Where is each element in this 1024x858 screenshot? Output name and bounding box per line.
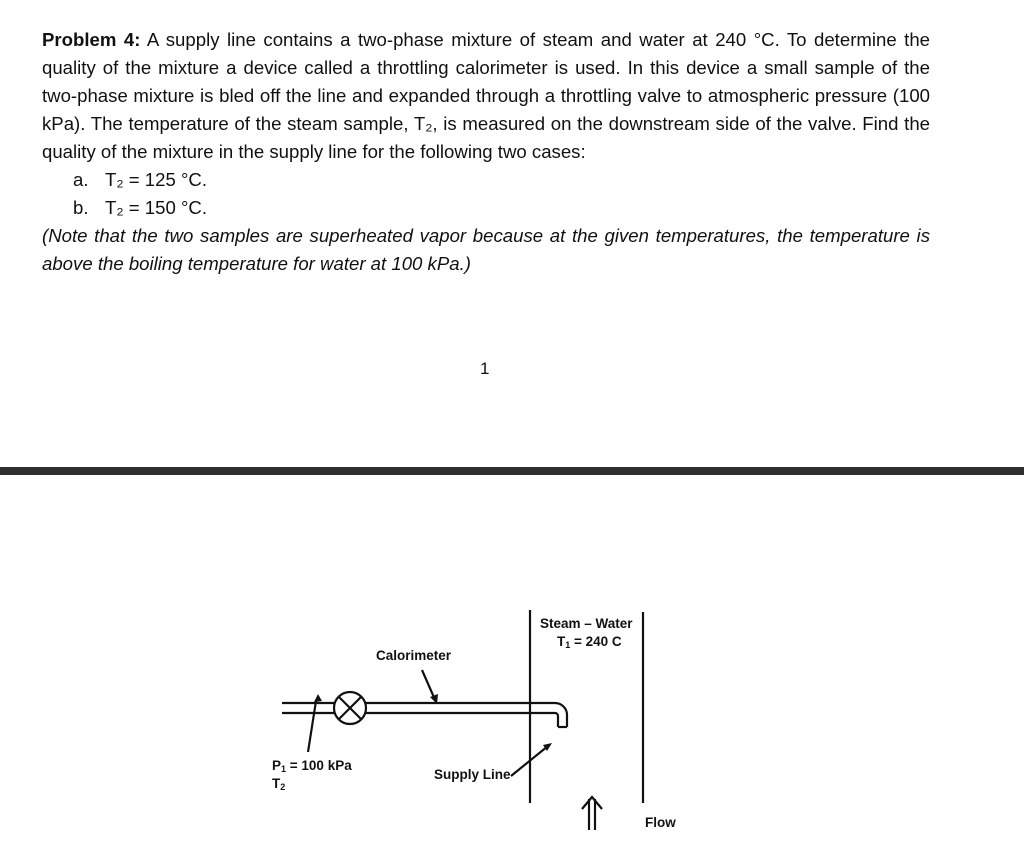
list-item bbox=[42, 166, 930, 194]
case-marker: b. bbox=[73, 197, 89, 218]
t1-value: = 240 C bbox=[570, 634, 622, 649]
p1-subscript: 1 bbox=[281, 764, 287, 774]
t1-subscript: 1 bbox=[565, 640, 571, 650]
p1-label bbox=[272, 758, 352, 774]
problem-label: Problem 4: bbox=[42, 29, 141, 50]
sampling-bend-inner bbox=[555, 713, 558, 727]
list-item bbox=[42, 194, 930, 222]
t1-label bbox=[557, 634, 622, 650]
case-text: T₂ = 150 °C. bbox=[105, 197, 207, 218]
case-marker: a. bbox=[73, 169, 89, 190]
diagram-drawing bbox=[0, 475, 1024, 858]
flow-label: Flow bbox=[645, 815, 676, 830]
p1-t2-arrowhead-icon bbox=[314, 694, 322, 702]
case-text: T₂ = 125 °C. bbox=[105, 169, 207, 190]
page-divider bbox=[0, 467, 1024, 475]
case-list bbox=[42, 166, 930, 222]
problem-text: A supply line contains a two-phase mixture of steam and water at 240 °C. To determine the quality of the mixture a device called a throttling calorimeter is used. In this device a small sample of the two-phase mixture is bled off the line and expanded through a throttling valve to atmospheric pressure (100 kPa). The temperature of the steam sample, T₂, is measured on the downstream side of the valve. Find the quality of the mixture in the supply line for the following two cases: bbox=[42, 29, 931, 162]
flow-arrow-head bbox=[582, 797, 602, 809]
p1-symbol: P bbox=[272, 758, 282, 773]
t1-symbol: T bbox=[557, 634, 566, 649]
steam-water-label: Steam – Water bbox=[540, 616, 633, 631]
t2-label bbox=[272, 776, 285, 792]
p1-t2-leader-line bbox=[308, 701, 316, 752]
problem-statement bbox=[42, 26, 930, 278]
problem-paragraph bbox=[42, 26, 930, 166]
supply-line-label: Supply Line bbox=[434, 767, 511, 782]
calorimeter-label: Calorimeter bbox=[376, 648, 452, 663]
note-text: (Note that the two samples are superheated vapor because at the given temperatures, the temperature is above the boiling temperature for water at 100 kPa.) bbox=[42, 225, 930, 274]
page-number: 1 bbox=[480, 359, 490, 378]
throttling-calorimeter-diagram bbox=[0, 475, 1024, 858]
p1-value: = 100 kPa bbox=[286, 758, 352, 773]
t2-symbol: T bbox=[272, 776, 281, 791]
t2-subscript: 2 bbox=[280, 782, 286, 792]
